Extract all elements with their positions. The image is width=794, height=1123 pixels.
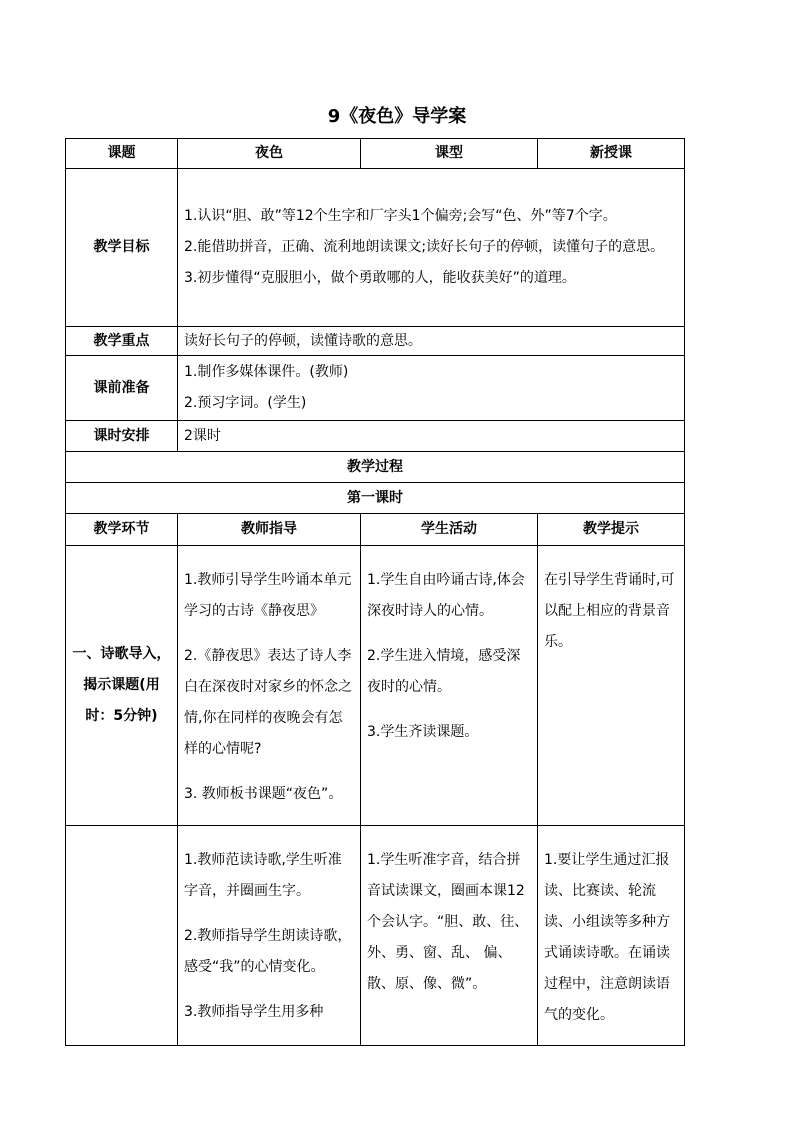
- document-title: 9《夜色》导学案: [327, 106, 467, 127]
- column-header: 教学提示: [538, 514, 685, 546]
- student-cell: [361, 826, 538, 1046]
- key-label: 教学重点: [66, 327, 178, 356]
- teacher-item: 2.教师指导学生朗读诗歌，感受“我”的心情变化。: [184, 928, 352, 975]
- info-row-course: [66, 139, 685, 169]
- teacher-item: 1.教师范读诗歌,学生听准字音，并圈画生字。: [184, 852, 342, 899]
- hours-label: 课时安排: [66, 421, 178, 452]
- goals-label: 教学目标: [66, 169, 178, 327]
- goal-item: 1.认识“胆、敢”等12个生字和厂字头1个偏旁;会写“色、外”等7个字。: [184, 208, 617, 224]
- key-value: 读好长句子的停顿，读懂诗歌的意思。: [178, 327, 685, 356]
- student-item: 1.学生听准字音，结合拼音试读课文，圈画本课12个会认字。“胆、敢、往、外、勇、窗、乱、 偏、散、原、像、微”。: [367, 852, 529, 992]
- goal-item: 3.初步懂得“克服胆小，做个勇敢哪的人，能收获美好”的道理。: [184, 270, 576, 286]
- teacher-item: 3. 教师板书课题“夜色”。: [184, 786, 343, 802]
- table-row: [66, 546, 685, 826]
- info-row-hours: [66, 421, 685, 452]
- course-value: 夜色: [178, 139, 361, 169]
- info-row-prep: [66, 356, 685, 421]
- column-header-row: [66, 514, 685, 546]
- lesson-heading-row: [66, 483, 685, 514]
- info-row-goals: [66, 169, 685, 327]
- lesson-plan-table: [65, 138, 685, 1046]
- student-cell: [361, 546, 538, 826]
- tips-item: 在引导学生背诵时,可以配上相应的背景音乐。: [544, 572, 675, 650]
- tips-cell: [538, 546, 685, 826]
- column-header: 教学环节: [66, 514, 178, 546]
- student-item: 1.学生自由吟诵古诗,体会深夜时诗人的心情。: [367, 572, 525, 619]
- type-label: 课型: [361, 139, 538, 169]
- stage-cell: [66, 826, 178, 1046]
- prep-label: 课前准备: [66, 356, 178, 421]
- table-row: [66, 826, 685, 1046]
- student-item: 3.学生齐读课题。: [367, 724, 479, 740]
- column-header: 学生活动: [361, 514, 538, 546]
- goal-item: 2.能借助拼音，正确、流利地朗读课文;读好长句子的停顿，读懂句子的意思。: [184, 239, 665, 255]
- prep-cell: [178, 356, 685, 421]
- stage-cell: 一、诗歌导入，揭示课题(用时：5分钟): [66, 546, 178, 826]
- student-item: 2.学生进入情境，感受深夜时的心情。: [367, 648, 521, 695]
- process-heading-row: [66, 452, 685, 483]
- prep-item: 1.制作多媒体课件。(教师): [184, 364, 349, 380]
- goals-cell: [178, 169, 685, 327]
- tips-cell: [538, 826, 685, 1046]
- lesson-heading: 第一课时: [66, 483, 685, 514]
- teacher-item: 1.教师引导学生吟诵本单元学习的古诗《静夜思》: [184, 572, 352, 619]
- tips-item: 1.要让学生通过汇报读、比赛读、轮流读、小组读等多种方式诵读诗歌。在诵读过程中，注意朗读语气的变化。: [544, 852, 670, 1023]
- column-header: 教师指导: [178, 514, 361, 546]
- course-label: 课题: [66, 139, 178, 169]
- process-heading: 教学过程: [66, 452, 685, 483]
- info-row-key: [66, 327, 685, 356]
- hours-value: 2课时: [178, 421, 685, 452]
- prep-item: 2.预习字词。(学生): [184, 395, 307, 411]
- type-value: 新授课: [538, 139, 685, 169]
- teacher-item: 3.教师指导学生用多种: [184, 1004, 324, 1020]
- teacher-cell: [178, 546, 361, 826]
- teacher-item: 2.《静夜思》表达了诗人李白在深夜时对家乡的怀念之情,你在同样的夜晚会有怎样的心情呢?: [184, 648, 352, 757]
- teacher-cell: [178, 826, 361, 1046]
